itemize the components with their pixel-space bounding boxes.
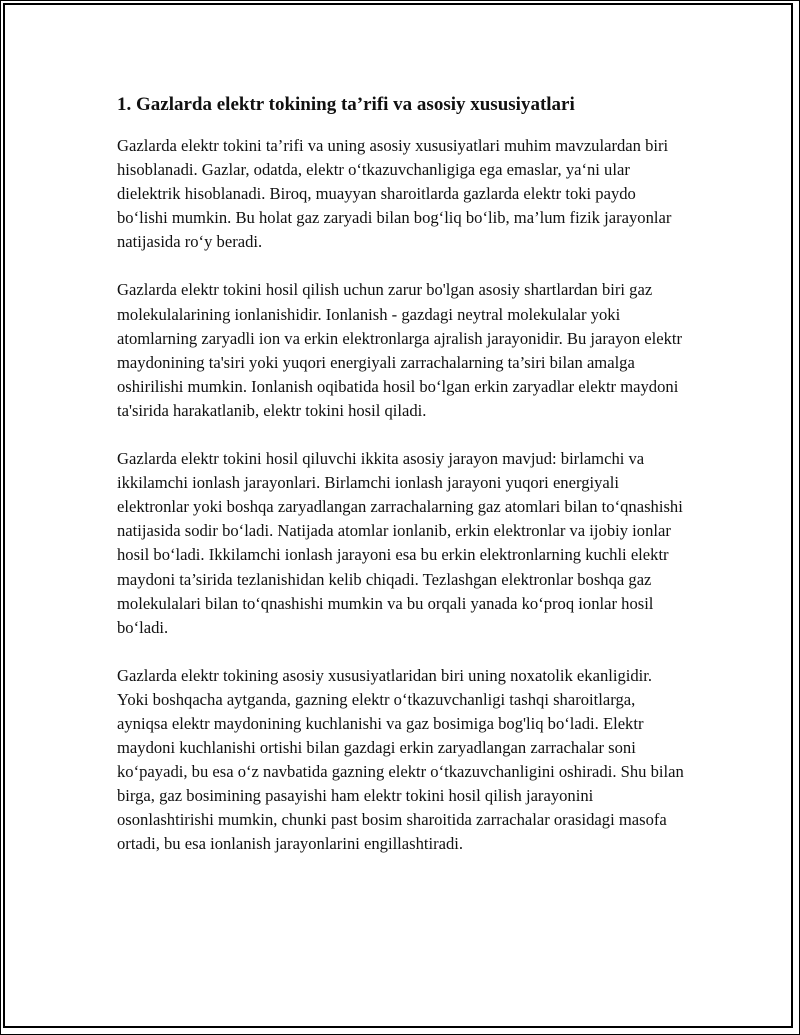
paragraph-4: Gazlarda elektr tokining asosiy xususiyatlaridan biri uning noxatolik ekanligidir. Yoki boshqacha aytganda, gazning elektr o‘tkazuvchanligi tashqi sharoitlarga, ayniqsa elektr maydonining kuchlanishi va gaz bosimiga bog'liq bo‘ladi. Elektr maydoni kuchlanishi ortishi bilan gazdagi erkin zaryadlangan zarrachalar soni ko‘payadi, bu esa o‘z navbatida gazning elektr o‘tkazuvchanligini oshiradi. Shu bilan birga, gaz bosimining pasayishi ham elektr tokini hosil qilish jarayonini osonlashtirishi mumkin, chunki past bosim sharoitida zarrachalar orasidagi masofa ortadi, bu esa ionlanish jarayonlarini engillashtiradi. [117, 665, 684, 854]
section-heading: 1. Gazlarda elektr tokining ta’rifi va asosiy xususiyatlari [117, 94, 575, 115]
document-body [117, 92, 687, 881]
paragraph-1: Gazlarda elektr tokini ta’rifi va uning asosiy xususiyatlari muhim mavzulardan biri hisoblanadi. Gazlar, odatda, elektr o‘tkazuvchanligiga ega emaslar, ya‘ni ular dielektrik hisoblanadi. Biroq, muayyan sharoitlarda gazlarda elektr toki paydo bo‘lishi mumkin. Bu holat gaz zaryadi bilan bog‘liq bo‘lib, ma’lum fizik jarayonlar natijasida ro‘y beradi. [117, 136, 672, 252]
paragraph-2: Gazlarda elektr tokini hosil qilish uchun zarur bo'lgan asosiy shartlardan biri gaz molekulalarining ionlanishidir. Ionlanish - gazdagi neytral molekulalar yoki atomlarning zaryadli ion va erkin elektronlarga ajralish jarayonidir. Bu jarayon elektr maydonining ta'siri yoki yuqori energiyali zarrachalarning ta’siri bilan amalga oshirilishi mumkin. Ionlanish oqibatida hosil bo‘lgan erkin zaryadlar elektr maydoni ta'sirida harakatlanib, elektr tokini hosil qiladi. [117, 280, 683, 420]
paragraph-3: Gazlarda elektr tokini hosil qiluvchi ikkita asosiy jarayon mavjud: birlamchi va ikkilamchi ionlash jarayonlari. Birlamchi ionlash jarayoni yuqori energiyali elektronlar yoki boshqa zaryadlangan zarrachalarning gaz atomlari bilan to‘qnashishi natijasida sodir bo‘ladi. Natijada atomlar ionlanib, erkin elektronlar va ijobiy ionlar hosil bo‘ladi. Ikkilamchi ionlash jarayoni esa bu erkin elektronlarning kuchli elektr maydoni ta’sirida tezlanishidan kelib chiqadi. Tezlashgan elektronlar boshqa gaz molekulalari bilan to‘qnashishi mumkin va bu orqali yanada ko‘proq ionlar hosil bo‘ladi. [117, 449, 683, 637]
